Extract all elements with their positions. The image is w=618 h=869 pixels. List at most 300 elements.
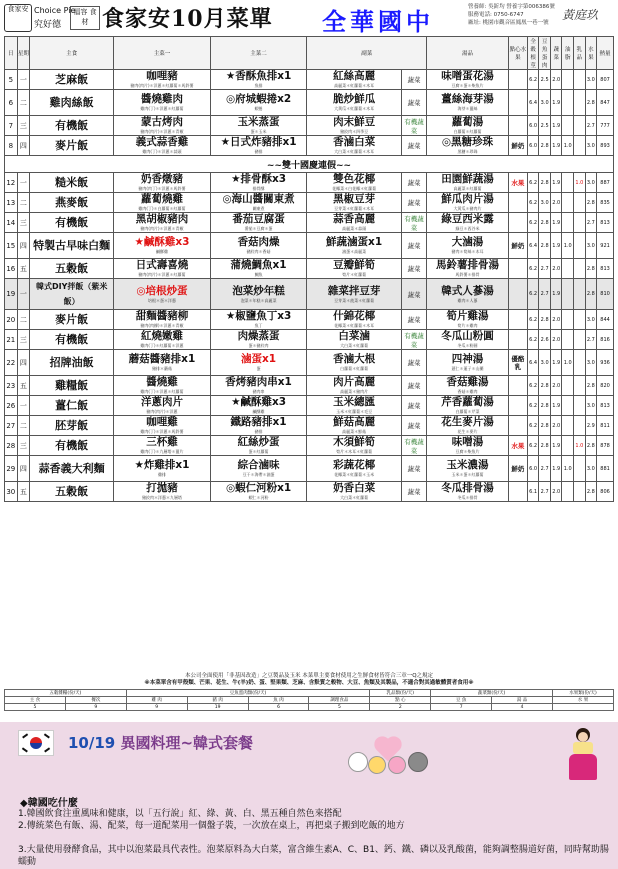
dietitian-info: 營養師: 吳釿均 營養字第006386號	[468, 4, 555, 10]
row-side-text: 雙色花椰	[333, 173, 376, 185]
row-side-text: 肉末鮮豆	[333, 116, 376, 128]
row-nutrient	[562, 70, 574, 90]
row-side-ingredients: 花椰菜＊紅蘿蔔＊玉米	[334, 472, 375, 477]
row-side	[307, 193, 401, 213]
row-side-ingredients: 大黃瓜＊紅蘿蔔＊木耳	[334, 106, 375, 111]
row-nutrient	[574, 70, 586, 90]
school-name: 全華國中	[322, 7, 434, 36]
row-dish2-text: ◎府城蝦捲x2	[225, 93, 292, 105]
row-date: 28	[5, 436, 18, 456]
row-dish1-text: ★鹹酥雞x3	[134, 236, 190, 248]
nut-protein-label: 豆魚蛋肉類(份/天)	[126, 690, 370, 697]
row-dish2-text: 番茄豆腐蛋	[232, 213, 285, 225]
row-day: 二	[17, 90, 30, 116]
table-row	[5, 279, 614, 310]
row-nutrient	[574, 259, 586, 279]
row-nutrient: 1.9	[550, 279, 562, 310]
row-dish2-text: 玉米蒸蛋	[237, 116, 280, 128]
row-side	[307, 173, 401, 193]
row-day: 四	[17, 456, 30, 482]
row-side-ingredients: 大白菜＊紅蘿蔔	[340, 495, 369, 500]
row-dish1	[114, 396, 211, 416]
row-nutrient: 3.0	[585, 173, 597, 193]
row-dish1-text: 醬燒雞肉	[140, 93, 183, 105]
row-side-text: 鮮蔬滷蛋x1	[326, 236, 383, 248]
korean-feature-panel	[0, 722, 618, 869]
row-nutrient: 847	[597, 90, 614, 116]
table-row	[5, 310, 614, 330]
row-side-text: 黑椒豆芽	[333, 193, 376, 205]
row-side-ingredients: 高麗菜＊紅蘿蔔＊木耳	[334, 83, 375, 88]
row-nutrient: 813	[597, 259, 614, 279]
nut-v3: 19	[187, 704, 248, 711]
nut-dairy-label: 乳品類(份/天)	[370, 690, 431, 697]
row-nutrient: 813	[597, 396, 614, 416]
row-side-text: 紅絲高麗	[333, 70, 376, 82]
row-dish1	[114, 136, 211, 156]
row-nutrient: 2.0	[550, 376, 562, 396]
row-soup-text: 芹香蘿蔔湯	[441, 396, 494, 408]
row-dish1-ingredients: 豬肉(肉片)＊洋蔥＊紅蘿蔔＊馬鈴薯	[130, 83, 194, 88]
row-dish1-ingredients: 豬肉(肉片)＊洋蔥＊紅蘿蔔	[138, 272, 186, 277]
row-soup-text: 冬瓜排骨湯	[441, 482, 494, 494]
row-nutrient: 1.0	[562, 350, 574, 376]
row-soup-text: 鮮瓜肉片湯	[441, 193, 494, 205]
row-nutrient: 6.2	[527, 70, 539, 90]
row-main: 燕麥飯	[30, 193, 114, 213]
row-veg-type: 蔬菜	[401, 416, 426, 436]
row-side-ingredients: 大白菜＊紅蘿蔔	[340, 343, 369, 348]
row-dish1-ingredients: 豬肉(肉丁)＊洋蔥＊馬鈴薯	[138, 186, 186, 191]
table-row	[5, 350, 614, 376]
row-nutrient	[562, 310, 574, 330]
row-soup	[427, 396, 509, 416]
row-nutrient: 2.8	[585, 376, 597, 396]
row-nutrient: 6.2	[527, 310, 539, 330]
row-veg-type: 蔬菜	[401, 456, 426, 482]
nut-h8: 湯 品	[492, 697, 553, 704]
row-main: 招牌油飯	[30, 350, 114, 376]
row-nutrient: 1.0	[562, 136, 574, 156]
row-extra	[508, 310, 527, 330]
row-side-ingredients: 白蘿蔔＊紅蘿蔔	[340, 366, 369, 371]
row-extra	[508, 330, 527, 350]
row-side	[307, 213, 401, 233]
row-main: 麥片飯	[30, 310, 114, 330]
row-nutrient	[562, 436, 574, 456]
row-nutrient: 2.7	[585, 213, 597, 233]
nut-v1: 9	[65, 704, 126, 711]
row-nutrient	[562, 173, 574, 193]
nut-v5: 5	[309, 704, 370, 711]
table-row	[5, 193, 614, 213]
row-extra: 鮮奶	[508, 456, 527, 482]
row-day: 一	[17, 70, 30, 90]
row-dish1-text: 三杯雞	[146, 436, 178, 448]
row-nutrient	[574, 310, 586, 330]
row-nutrient: 6.4	[527, 90, 539, 116]
row-dish1-ingredients: 雞排	[157, 472, 166, 477]
row-nutrient: 2.6	[539, 330, 551, 350]
row-side-ingredients: 大白菜＊紅蘿蔔＊木耳	[334, 149, 375, 154]
row-side	[307, 396, 401, 416]
row-dish1	[114, 279, 211, 310]
row-nutrient: 3.0	[585, 396, 597, 416]
row-nutrient: 820	[597, 376, 614, 396]
row-nutrient: 3.0	[585, 310, 597, 330]
row-nutrient: 1.9	[550, 436, 562, 456]
row-soup	[427, 376, 509, 396]
row-nutrient: 6.2	[527, 396, 539, 416]
row-nutrient	[574, 350, 586, 376]
row-nutrient	[562, 396, 574, 416]
row-nutrient: 777	[597, 116, 614, 136]
row-dish2-text: 泡菜炒年糕	[232, 284, 285, 297]
row-side	[307, 416, 401, 436]
row-day: 五	[17, 376, 30, 396]
row-dish1	[114, 233, 211, 259]
row-soup	[427, 456, 509, 482]
row-side	[307, 310, 401, 330]
row-dish1-text: 蘑菇醬豬排x1	[128, 353, 196, 365]
row-soup-ingredients: 白蘿蔔＊芹菜	[455, 409, 480, 414]
row-dish1-text: 咖哩豬	[146, 70, 178, 82]
row-veg-type: 有機蔬菜	[401, 116, 426, 136]
row-nutrient: 2.8	[585, 436, 597, 456]
row-nutrient: 810	[597, 279, 614, 310]
row-soup-ingredients: 豆腐＊柴魚片	[455, 449, 480, 454]
row-day: 二	[17, 416, 30, 436]
row-nutrient: 3.0	[539, 350, 551, 376]
row-soup-text: 薑絲海芽湯	[441, 93, 494, 105]
paragraph-2: 2.傳統菜色有飯、湯、配菜，每一道配菜用一個盤子裝，一次放在桌上，再把桌子搬到吃飯的地方	[18, 821, 405, 831]
row-veg-type: 蔬菜	[401, 310, 426, 330]
menu-title: 食家安10月菜單	[102, 6, 273, 32]
row-side-ingredients: 豆芽菜＊菠菜＊紅蘿蔔	[334, 297, 375, 303]
row-soup	[427, 213, 509, 233]
row-dish2	[210, 213, 307, 233]
row-side-text: 豆瓣鮮筍	[333, 259, 376, 271]
row-date: 27	[5, 416, 18, 436]
table-row	[5, 136, 614, 156]
row-dish1-text: 蘿蔔燒雞	[140, 193, 183, 205]
row-nutrient: 2.8	[539, 376, 551, 396]
nut-v6: 2	[370, 704, 431, 711]
row-nutrient: 6.2	[527, 193, 539, 213]
row-nutrient: 6.0	[527, 116, 539, 136]
table-row	[5, 416, 614, 436]
row-dish2-text: 肉燥蒸蛋	[237, 330, 280, 342]
row-nutrient: 3.0	[539, 193, 551, 213]
row-dish2-text: 香烤豬肉串x1	[225, 376, 292, 388]
row-soup-ingredients: 黑糖＊珍珠	[457, 149, 478, 154]
row-dish1	[114, 116, 211, 136]
row-dish1-text: ◎培根炒蛋	[136, 284, 188, 297]
row-veg-type: 蔬菜	[401, 279, 426, 310]
nut-h9: 水 果	[553, 697, 614, 704]
row-side	[307, 116, 401, 136]
row-nutrient: 2.0	[550, 70, 562, 90]
section-heading: ◆韓國吃什麼	[20, 798, 78, 809]
row-extra	[508, 213, 527, 233]
row-dish1-ingredients: 豬肉(肉片)＊洋蔥＊青椒	[140, 129, 184, 134]
row-side-ingredients: 高麗菜＊蒜頭	[342, 226, 367, 231]
brand-name-zh: 究好德	[34, 20, 62, 30]
row-soup	[427, 259, 509, 279]
row-dish1	[114, 350, 211, 376]
row-nutrient: 6.2	[527, 173, 539, 193]
row-soup-ingredients: 大黃瓜＊豬肉片	[453, 206, 482, 211]
row-nutrient	[574, 482, 586, 502]
row-nutrient: 2.8	[539, 173, 551, 193]
nut-h7: 豆 魚	[431, 697, 492, 704]
nut-v8: 4	[492, 704, 553, 711]
row-side	[307, 376, 401, 396]
table-row	[5, 90, 614, 116]
row-veg-type: 有機蔬菜	[401, 436, 426, 456]
row-nutrient: 3.0	[585, 233, 597, 259]
header-n7: 熱量	[597, 37, 614, 70]
row-side-ingredients: 豬絞肉＊四季豆	[340, 129, 369, 134]
row-soup	[427, 173, 509, 193]
row-dish1-text: 甜麵醬豬柳	[135, 310, 189, 322]
nut-v7: 7	[431, 704, 492, 711]
nut-v9	[553, 704, 614, 711]
row-side	[307, 279, 401, 310]
row-nutrient: 2.8	[539, 213, 551, 233]
row-nutrient: 813	[597, 213, 614, 233]
row-extra	[508, 70, 527, 90]
row-side-text: 香滷大根	[333, 353, 376, 365]
nut-h1: 餐次	[65, 697, 126, 704]
row-soup-text: 冬瓜山粉圓	[441, 330, 494, 342]
row-veg-type: 蔬菜	[401, 376, 426, 396]
row-nutrient: 893	[597, 136, 614, 156]
row-side-ingredients: 玉米＊紅蘿蔔＊毛豆	[336, 409, 373, 414]
row-side-text: 什錦花椰	[333, 310, 376, 322]
row-nutrient: 6.0	[527, 456, 539, 482]
row-dish1-ingredients: 雞肉(丁)＊九層塔＊薑片	[140, 449, 184, 454]
row-date: 7	[5, 116, 18, 136]
row-nutrient: 2.7	[539, 279, 551, 310]
row-dish1-ingredients: 雞肉(丁)＊白蘿蔔＊紅蘿蔔	[138, 206, 186, 211]
row-nutrient: 2.9	[585, 416, 597, 436]
trigram-icon	[44, 747, 50, 752]
row-dish1	[114, 416, 211, 436]
row-dish2-ingredients: 蛋＊紅蘿蔔	[248, 449, 269, 454]
cartoon-characters-icon	[344, 728, 434, 774]
row-day: 二	[17, 193, 30, 213]
row-veg-type: 有機蔬菜	[401, 330, 426, 350]
row-soup	[427, 193, 509, 213]
row-main: 芝麻飯	[30, 70, 114, 90]
row-date: 23	[5, 376, 18, 396]
row-date: 26	[5, 396, 18, 416]
row-day: 三	[17, 436, 30, 456]
row-nutrient: 6.4	[527, 350, 539, 376]
row-soup-ingredients: 綠豆＊西谷米	[455, 226, 480, 231]
row-side-text: 彩蔬花椰	[333, 459, 376, 471]
row-veg-type: 蔬菜	[401, 173, 426, 193]
row-date: 20	[5, 310, 18, 330]
row-extra: 優酪乳	[508, 350, 527, 376]
row-dish1-text: ★炸雞排x1	[134, 459, 190, 471]
row-side	[307, 456, 401, 482]
row-soup-ingredients: 薏仁＊蓮子＊山藥	[451, 366, 484, 371]
row-nutrient: 807	[597, 70, 614, 90]
nut-h3: 豬 肉	[187, 697, 248, 704]
row-nutrient: 2.0	[550, 330, 562, 350]
row-nutrient: 3.0	[585, 350, 597, 376]
row-veg-type: 蔬菜	[401, 233, 426, 259]
row-main: 麥片飯	[30, 136, 114, 156]
row-nutrient: 2.0	[550, 310, 562, 330]
row-dish2	[210, 279, 307, 310]
row-dish2	[210, 376, 307, 396]
signature: 黃庭玖	[562, 8, 599, 22]
row-dish1-text: 日式壽喜燒	[135, 259, 189, 271]
header-dish2: 主菜二	[210, 37, 307, 70]
table-row	[5, 456, 614, 482]
row-dish2-text: ★香酥魚排x1	[225, 70, 292, 82]
row-dish2	[210, 436, 307, 456]
nut-fruit-label: 水果類(份/天)	[553, 690, 614, 697]
row-dish2	[210, 116, 307, 136]
row-soup-text: 韓式人蔘湯	[441, 284, 494, 297]
row-main: 有機飯	[30, 116, 114, 136]
table-row	[5, 116, 614, 136]
row-side-text: 蒜香高麗	[333, 213, 376, 225]
row-dish2-text: ★鹹酥雞x3	[231, 396, 287, 408]
partner-logo: 福容 食材	[70, 6, 100, 30]
feature-date: 10/19	[68, 734, 116, 752]
row-nutrient: 1.9	[550, 350, 562, 376]
row-nutrient	[574, 116, 586, 136]
row-nutrient: 2.8	[585, 279, 597, 310]
row-nutrient: 2.0	[550, 193, 562, 213]
row-nutrient: 2.7	[539, 482, 551, 502]
row-side	[307, 436, 401, 456]
header-dish1: 主菜一	[114, 37, 211, 70]
phone-info: 服務電話: 0750-6747	[468, 12, 524, 18]
row-dish2-text: ◎海山醬關東煮	[222, 193, 295, 205]
row-day: 三	[17, 116, 30, 136]
row-veg-type: 蔬菜	[401, 193, 426, 213]
row-dish1-ingredients: 豬排＊蘑菇	[151, 366, 172, 371]
row-main: 特製古早味白麵	[30, 233, 114, 259]
table-row	[5, 482, 614, 502]
row-nutrient: 1.9	[550, 213, 562, 233]
header-n5: 乳品	[574, 37, 586, 70]
row-nutrient: 2.8	[539, 233, 551, 259]
row-dish2	[210, 193, 307, 213]
row-dish1	[114, 436, 211, 456]
row-nutrient: 1.9	[550, 136, 562, 156]
row-main: 有機飯	[30, 330, 114, 350]
row-side	[307, 136, 401, 156]
row-dish1	[114, 310, 211, 330]
character-icon	[368, 756, 386, 774]
table-row	[5, 259, 614, 279]
table-header-row	[5, 37, 614, 70]
holiday-label: ~~雙十國慶連假~~	[5, 156, 614, 173]
row-dish2-ingredients: 蝦捲	[254, 106, 263, 111]
row-side-text: 香滷白菜	[333, 136, 376, 148]
row-day: 五	[17, 259, 30, 279]
row-nutrient: 1.9	[550, 396, 562, 416]
header-n2: 豆魚蛋肉	[539, 37, 551, 70]
row-extra	[508, 396, 527, 416]
row-date: 12	[5, 173, 18, 193]
row-side	[307, 70, 401, 90]
row-nutrient: 806	[597, 482, 614, 502]
row-dish2	[210, 70, 307, 90]
row-extra	[508, 376, 527, 396]
row-veg-type: 有機蔬菜	[401, 213, 426, 233]
row-dish2-ingredients: 排骨酥	[252, 186, 265, 191]
row-date: 15	[5, 233, 18, 259]
row-nutrient: 887	[597, 173, 614, 193]
row-dish1	[114, 193, 211, 213]
row-main: 糙米飯	[30, 173, 114, 193]
row-soup-ingredients: 花生＊麥片	[457, 429, 478, 434]
row-nutrient: 2.8	[539, 436, 551, 456]
row-day: 三	[17, 330, 30, 350]
row-side-text: 木須鮮筍	[333, 436, 376, 448]
trigram-icon	[22, 747, 28, 752]
row-soup-ingredients: 冬瓜＊排骨	[457, 495, 478, 500]
table-row	[5, 233, 614, 259]
row-dish2-ingredients: 豬排	[254, 429, 263, 434]
row-nutrient	[574, 90, 586, 116]
row-nutrient: 2.8	[539, 136, 551, 156]
row-dish2	[210, 259, 307, 279]
face-shape	[578, 732, 588, 742]
table-row	[5, 376, 614, 396]
row-nutrient: 2.5	[539, 70, 551, 90]
row-dish1-ingredients: 豬肉(肉片)＊洋蔥＊青椒	[140, 226, 184, 231]
row-nutrient: 6.2	[527, 213, 539, 233]
row-side	[307, 482, 401, 502]
row-side-text: 脆炒鮮瓜	[333, 93, 376, 105]
row-soup-text: 綠豆西米露	[441, 213, 494, 225]
row-nutrient: 3.0	[585, 136, 597, 156]
row-dish2-text: ★日式炸豬排x1	[220, 136, 297, 148]
nut-h5: 調理食品	[309, 697, 370, 704]
row-side-text: 肉片高麗	[333, 376, 376, 388]
row-date: 6	[5, 90, 18, 116]
holiday-row	[5, 156, 614, 173]
footnote-gmo: 本公司全面使用「非基因改造」之豆製品及玉米 本菜單主要食材使用之生鮮食材皆符合三章一Q之規定	[184, 673, 434, 679]
row-soup	[427, 116, 509, 136]
address-info: 廠址: 桃園市觀音區鳳凰一巷一號	[468, 20, 549, 26]
row-dish2-text: ★椒鹽魚丁x3	[225, 310, 292, 322]
trigram-icon	[22, 733, 28, 738]
row-dish1	[114, 330, 211, 350]
row-soup-text: 蘿蔔湯	[451, 116, 484, 128]
nut-v0: 5	[5, 704, 66, 711]
row-veg-type: 蔬菜	[401, 259, 426, 279]
row-dish1-text: 醬燒雞	[146, 376, 178, 388]
row-nutrient: 2.7	[585, 330, 597, 350]
row-dish1-ingredients: 雞肉(丁)＊洋蔥＊紅蘿蔔	[140, 106, 184, 111]
row-dish2-text: ◎蝦仁河粉x1	[225, 482, 292, 494]
row-nutrient: 2.0	[550, 416, 562, 436]
row-dish1-ingredients: 雞肉(丁)＊紅蘿蔔＊洋蔥	[140, 343, 184, 348]
row-nutrient: 2.8	[585, 482, 597, 502]
character-icon	[388, 756, 406, 774]
header-day: 星期	[17, 37, 30, 70]
